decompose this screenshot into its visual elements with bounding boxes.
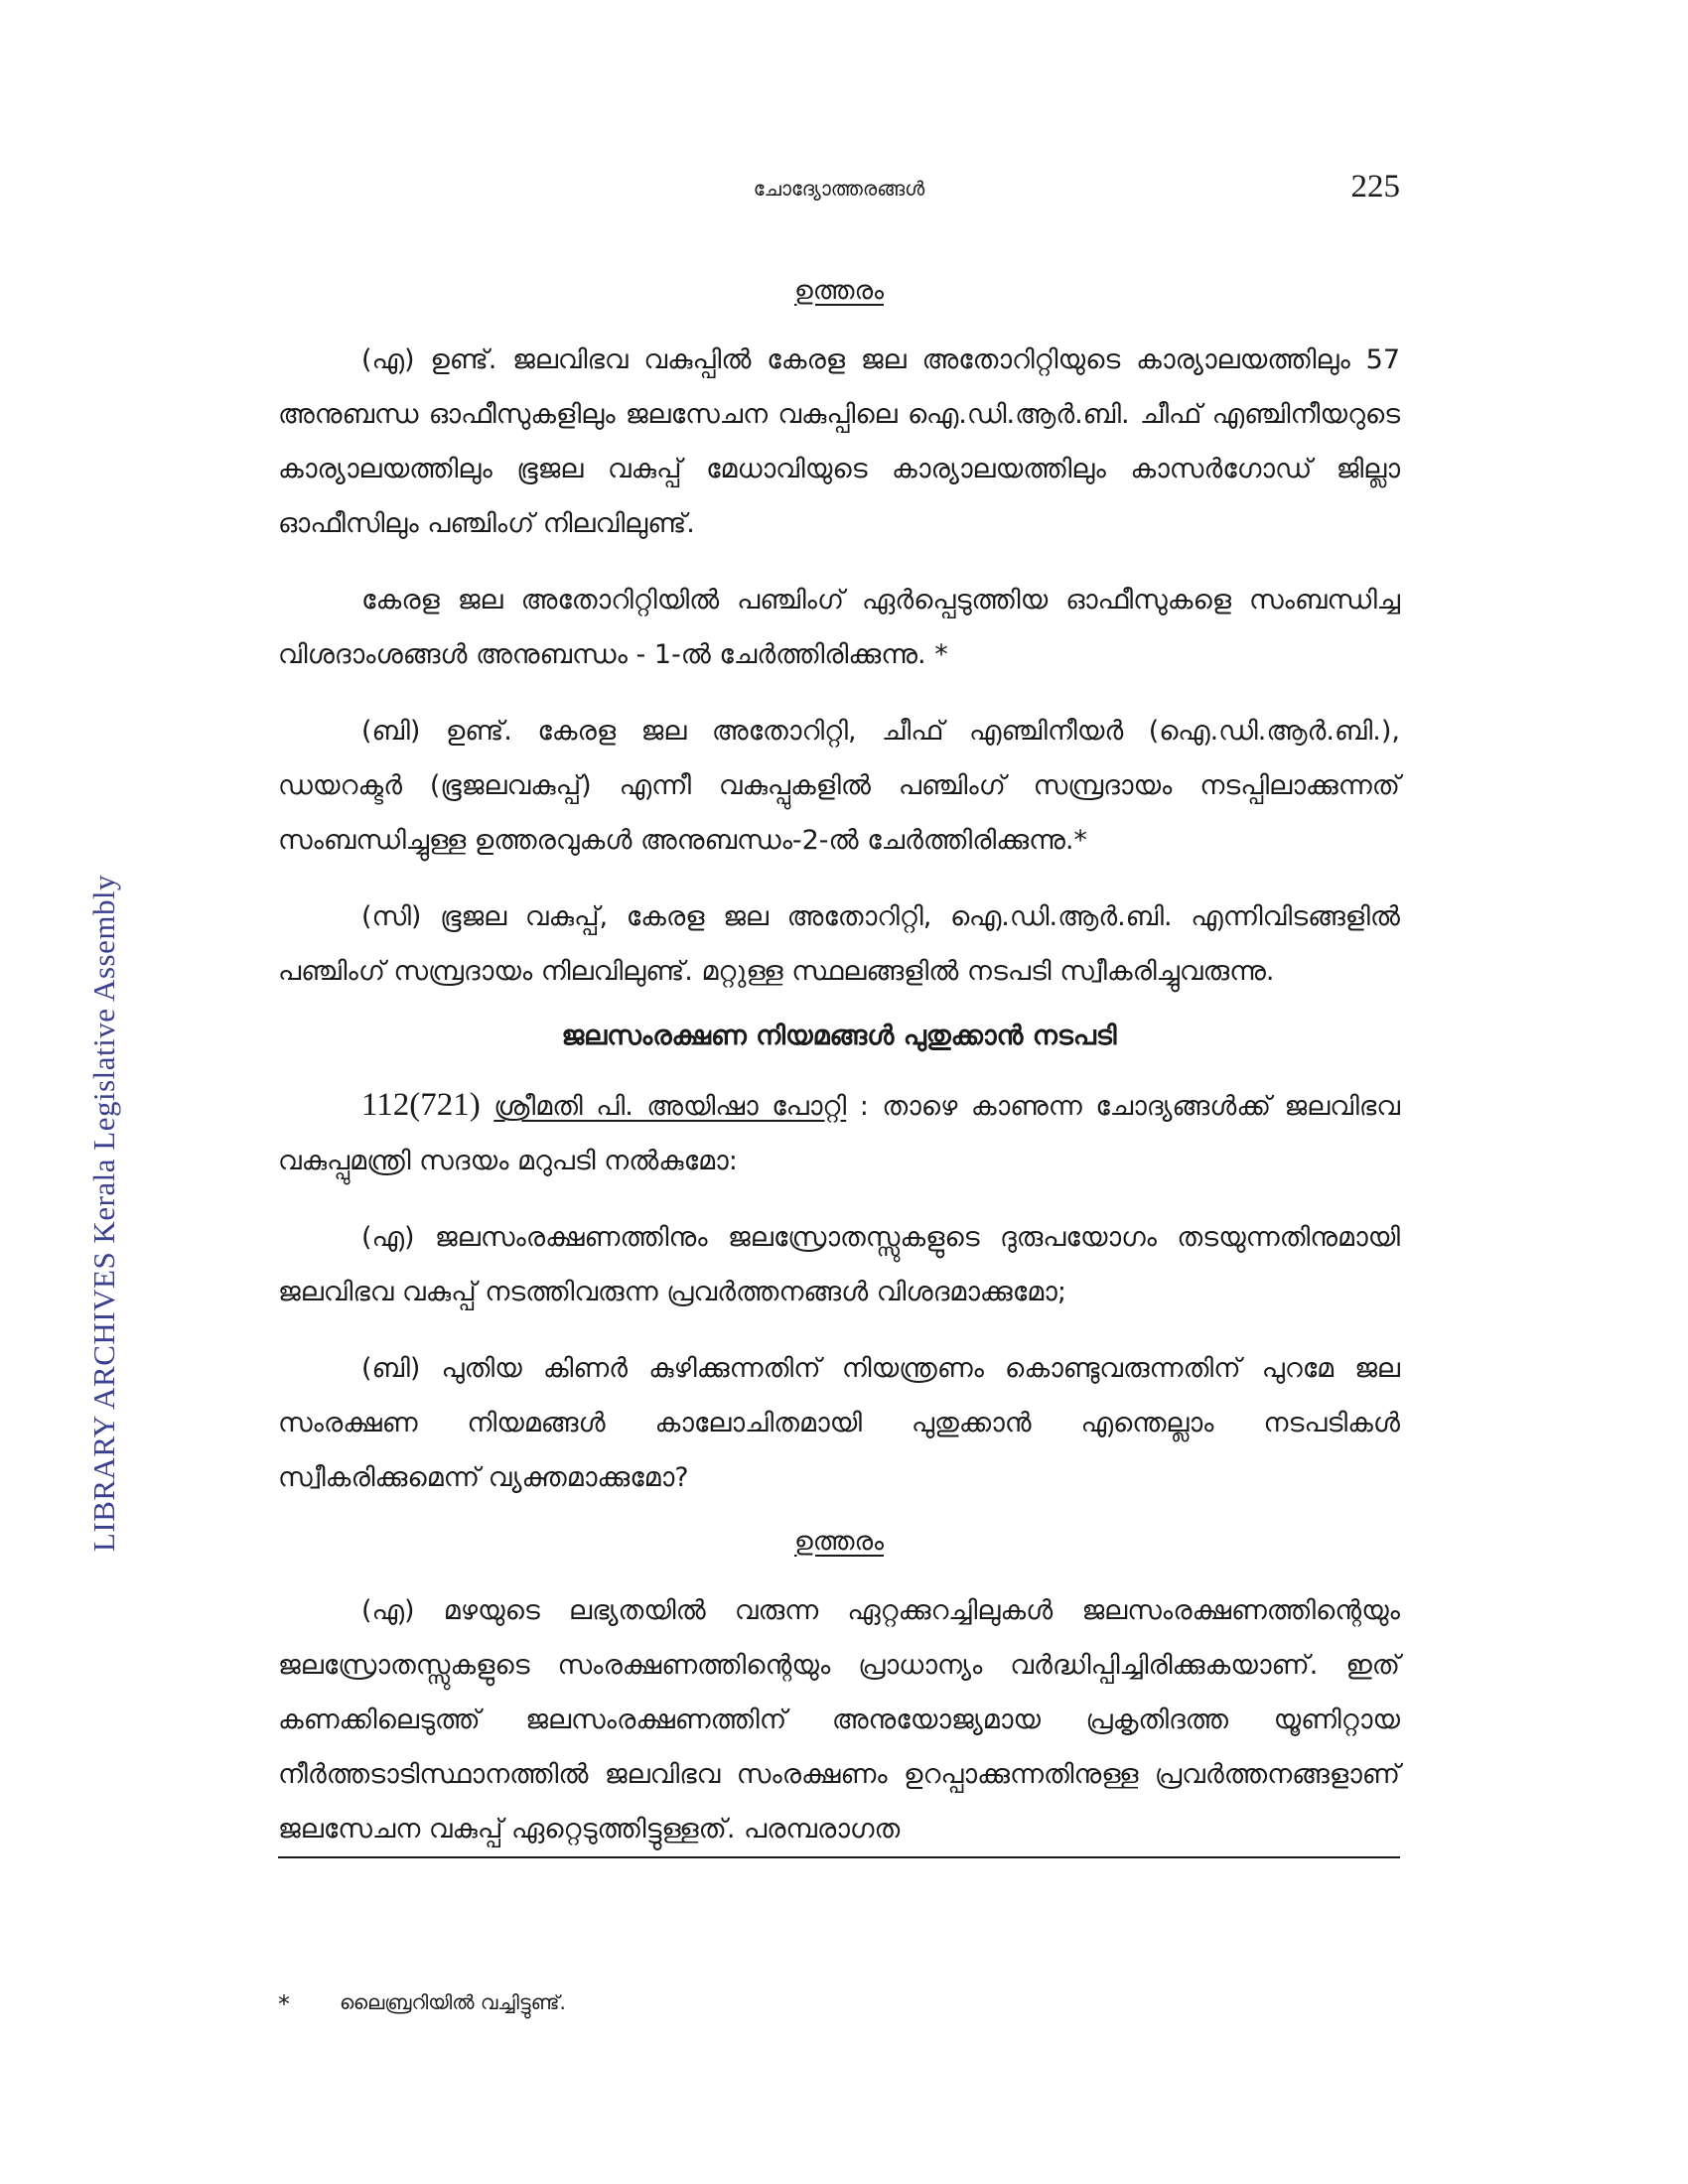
question-number: 112(721) <box>361 1087 481 1123</box>
question-b-paragraph: (ബി) പുതിയ കിണർ കുഴിക്കുന്നതിന് നിയന്ത്രണം കൊണ്ടുവരുന്നതിന് പുറമേ ജല സംരക്ഷണ നിയമങ്ങൾ കാലോചിതമായി പുതുക്കാൻ എന്തെല്ലാം നടപടികൾ സ്വീകരിക്കുമെന്ന് വ്യക്തമാക്കുമോ? <box>278 1353 1400 1493</box>
running-title: ചോദ്യോത്തരങ്ങൾ <box>753 177 925 201</box>
question-intro-paragraph <box>278 1078 1400 1188</box>
page-number: 225 <box>1350 169 1400 205</box>
member-name: ശ്രീമതി പി. അയിഷാ പോറ്റി <box>493 1091 847 1122</box>
running-header <box>278 169 1400 208</box>
answer-a-continuation: കേരള ജല അതോറിറ്റിയിൽ പഞ്ചിംഗ് ഏർപ്പെടുത്തിയ ഓഫീസുകളെ സംബന്ധിച്ച വിശദാംശങ്ങൾ അനുബന്ധം - 1-ൽ ചേർത്തിരിക്കുന്നു. * <box>278 585 1400 670</box>
answer-c-paragraph: (സി) ഭൂജല വകുപ്പ്, കേരള ജല അതോറിറ്റി, ഐ.ഡി.ആർ.ബി. എന്നിവിടങ്ങളിൽ പഞ്ചിംഗ് സമ്പ്രദായം നിലവിലുണ്ട്. മറ്റുള്ള സ്ഥലങ്ങളിൽ നടപടി സ്വീകരിച്ചുവരുന്നു. <box>278 901 1400 987</box>
footnote-text: ലൈബ്രറിയിൽ വച്ചിട്ടുണ്ട്. <box>340 1990 566 2014</box>
answer-heading-text: ഉത്തരം <box>794 276 884 306</box>
answer-b-paragraph: (ബി) ഉണ്ട്. കേരള ജല അതോറിറ്റി, ചീഫ് എഞ്ചിനീയർ (ഐ.ഡി.ആർ.ബി.), ഡയറക്ടർ (ഭൂജലവകുപ്പ്) എന്നീ വകുപ്പുകളിൽ പഞ്ചിംഗ് സമ്പ്രദായം നടപ്പിലാക്കുന്നത് സംബന്ധിച്ചുള്ള ഉത്തരവുകൾ അനുബന്ധം-2-ൽ ചേർത്തിരിക്കുന്നു.* <box>278 716 1400 856</box>
question-subject-heading: ജലസംരക്ഷണ നിയമങ്ങൾ പുതുക്കാൻ നടപടി <box>561 1021 1117 1051</box>
footnote-mark: * <box>278 1990 290 2018</box>
answer-heading <box>278 276 1400 307</box>
library-archives-watermark: LIBRARY ARCHIVES Kerala Legislative Assembly <box>86 874 121 1553</box>
document-body <box>278 268 1400 1858</box>
question-intro-text: : താഴെ കാണുന്ന ചോദ്യങ്ങൾക്ക് ജലവിഭവ വകുപ്പുമന്ത്രി സദയം മറുപടി നൽകുമോ: <box>278 1091 1400 1176</box>
question-a-paragraph: (എ) ജലസംരക്ഷണത്തിനും ജലസ്രോതസ്സുകളുടെ ദുരുപയോഗം തടയുന്നതിനുമായി ജലവിഭവ വകുപ്പ് നടത്തിവരുന്ന പ്രവർത്തനങ്ങൾ വിശദമാക്കുമോ; <box>278 1222 1400 1307</box>
answer-a-paragraph: (എ) ഉണ്ട്. ജലവിഭവ വകുപ്പിൽ കേരള ജല അതോറിറ്റിയുടെ കാര്യാലയത്തിലും 57 അനുബന്ധ ഓഫീസുകളിലും ജലസേചന വകുപ്പിലെ ഐ.ഡി.ആർ.ബി. ചീഫ് എഞ്ചിനീയറുടെ കാര്യാലയത്തിലും ഭൂജല വകുപ്പ് മേധാവിയുടെ കാര്യാലയത്തിലും കാസർഗോഡ് ജില്ലാ ഓഫീസിലും പഞ്ചിംഗ് നിലവിലുണ്ട്. <box>278 344 1400 539</box>
answer-2-a-paragraph: (എ) മഴയുടെ ലഭ്യതയിൽ വരുന്ന ഏറ്റക്കുറച്ചിലുകൾ ജലസംരക്ഷണത്തിന്റെയും ജലസ്രോതസ്സുകളുടെ സംരക്ഷണത്തിന്റെയും പ്രാധാന്യം വർദ്ധിപ്പിച്ചിരിക്കുകയാണ്. ഇത് കണക്കിലെടുത്ത് ജലസംരക്ഷണത്തിന് അനുയോജ്യമായ പ്രകൃതിദത്ത യൂണിറ്റായ നീർത്തടാടിസ്ഥാനത്തിൽ ജലവിഭവ സംരക്ഷണം ഉറപ്പാക്കുന്നതിനുള്ള പ്രവർത്തനങ്ങളാണ് ജലസേചന വകുപ്പ് ഏറ്റെടുത്തിട്ടുള്ളത്. പരമ്പരാഗത <box>278 1583 1400 1858</box>
answer-heading-2-text: ഉത്തരം <box>794 1527 884 1557</box>
answer-heading-2 <box>278 1527 1400 1558</box>
footnote <box>278 1990 1400 2018</box>
